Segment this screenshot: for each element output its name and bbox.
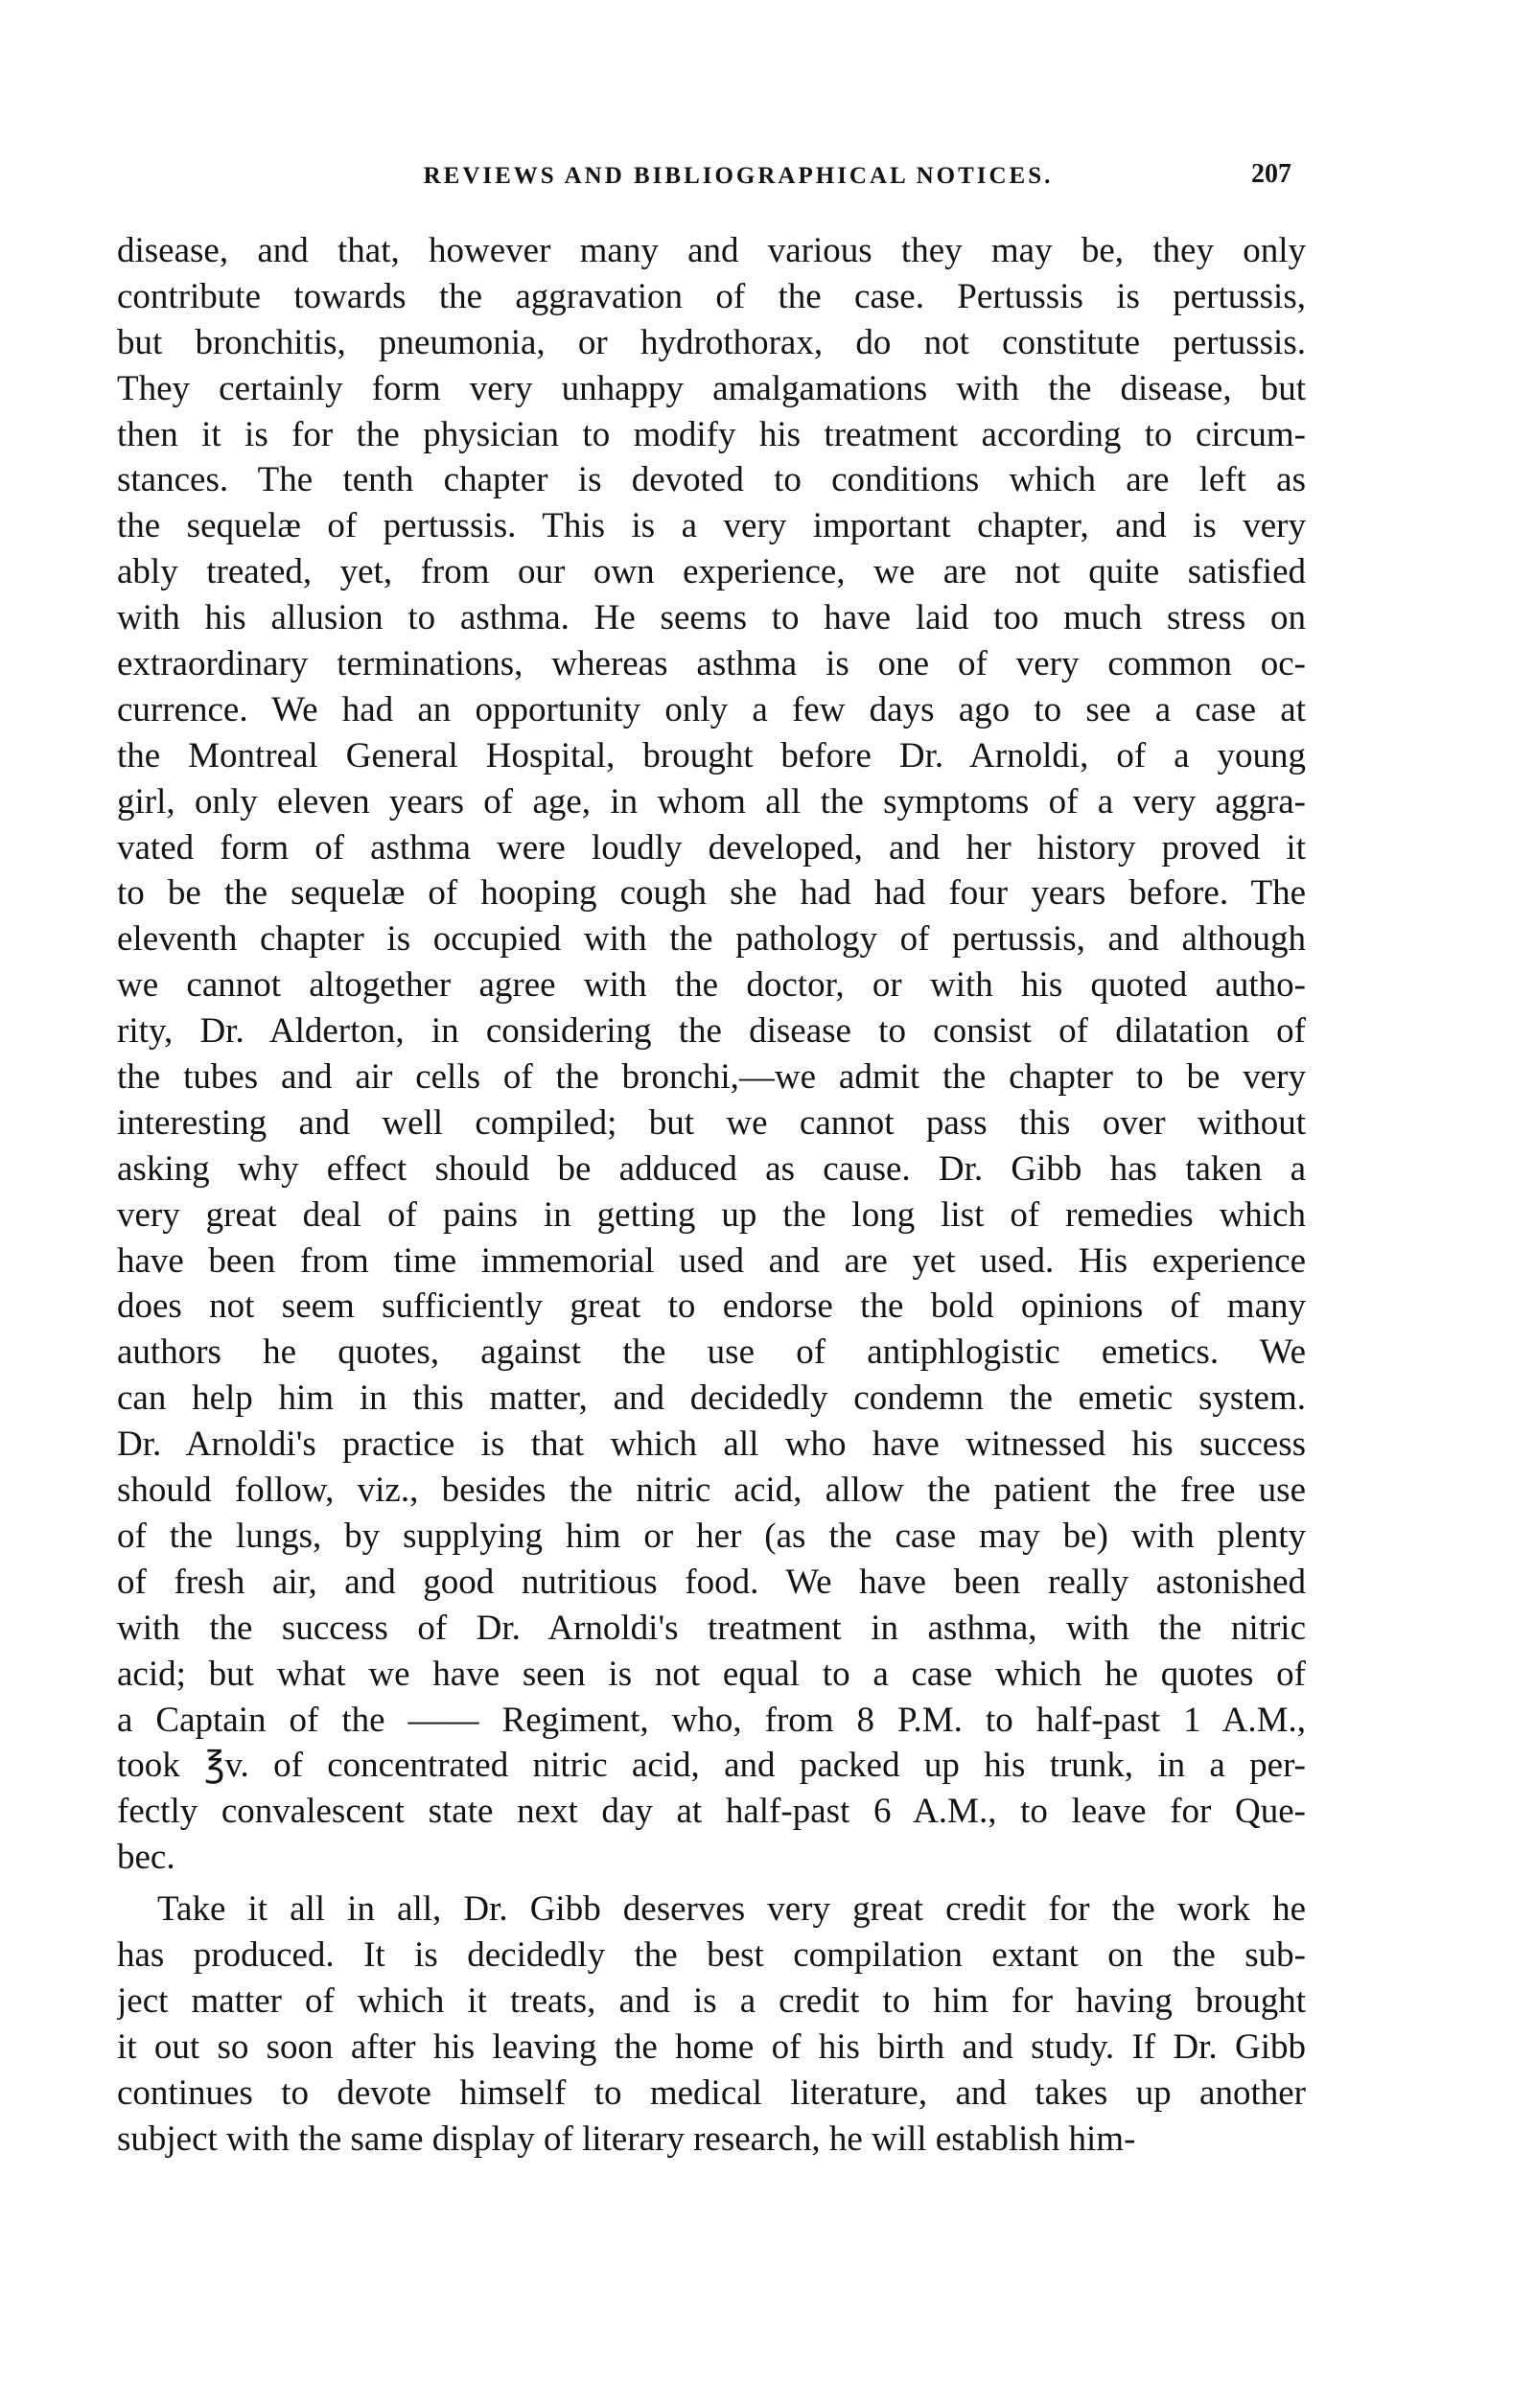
text-line: authors he quotes, against the use of antiphlogistic emetics. We bbox=[117, 1332, 1306, 1373]
text-line: stances. The tenth chapter is devoted to conditions which are left as bbox=[117, 460, 1306, 500]
text-line: extraordinary terminations, whereas asthma is one of very common oc- bbox=[117, 644, 1306, 684]
text-line: asking why effect should be adduced as cause. Dr. Gibb has taken a bbox=[117, 1148, 1306, 1189]
text-line: acid; but what we have seen is not equal to a case which he quotes of bbox=[117, 1654, 1306, 1694]
text-line: interesting and well compiled; but we cannot pass this over without bbox=[117, 1102, 1306, 1143]
paragraph bbox=[117, 1887, 1306, 2162]
text-line: should follow, viz., besides the nitric acid, allow the patient the free use bbox=[117, 1470, 1306, 1511]
text-line: fectly convalescent state next day at half-past 6 A.M., to leave for Que- bbox=[117, 1792, 1306, 1832]
text-line: subject with the same display of literary research, he will establish him- bbox=[117, 2119, 1136, 2159]
page-number: 207 bbox=[1251, 159, 1291, 189]
text-line: it out so soon after his leaving the home of his birth and study. If Dr. Gibb bbox=[117, 2026, 1306, 2067]
text-line: Take it all in all, Dr. Gibb deserves very great credit for the work he bbox=[157, 1889, 1306, 1930]
text-line: the tubes and air cells of the bronchi,—we admit the chapter to be very bbox=[117, 1057, 1306, 1098]
text-line: Dr. Arnoldi's practice is that which all who have witnessed his success bbox=[117, 1424, 1306, 1465]
text-line: rity, Dr. Alderton, in considering the disease to consist of dilatation of bbox=[117, 1011, 1306, 1052]
text-line: currence. We had an opportunity only a few days ago to see a case at bbox=[117, 689, 1306, 729]
text-line: disease, and that, however many and various they may be, they only bbox=[117, 231, 1306, 270]
text-line: but bronchitis, pneumonia, or hydrothorax, do not constitute pertussis. bbox=[117, 322, 1306, 362]
text-line: does not seem sufficiently great to endorse the bold opinions of many bbox=[117, 1286, 1306, 1327]
text-line: girl, only eleven years of age, in whom all the symptoms of a very aggra- bbox=[117, 781, 1306, 822]
text-line: the Montreal General Hospital, brought before Dr. Arnoldi, of a young bbox=[117, 735, 1306, 776]
text-line: with the success of Dr. Arnoldi's treatment in asthma, with the nitric bbox=[117, 1608, 1306, 1648]
text-line: the sequelæ of pertussis. This is a very important chapter, and is very bbox=[117, 506, 1306, 546]
text-line: with his allusion to asthma. He seems to have laid too much stress on bbox=[117, 598, 1306, 638]
text-line: have been from time immemorial used and are yet used. His experience bbox=[117, 1240, 1306, 1281]
text-line: very great deal of pains in getting up the long list of remedies which bbox=[117, 1194, 1306, 1235]
body-text bbox=[117, 228, 1306, 2162]
text-line: continues to devote himself to medical literature, and takes up another bbox=[117, 2072, 1306, 2113]
text-line: has produced. It is decidedly the best compilation extant on the sub- bbox=[117, 1934, 1306, 1975]
text-line: a Captain of the —— Regiment, who, from 8 P.M. to half-past 1 A.M., bbox=[117, 1700, 1306, 1740]
text-line: of the lungs, by supplying him or her (as the case may be) with plenty bbox=[117, 1516, 1306, 1556]
text-line: eleventh chapter is occupied with the pathology of pertussis, and although bbox=[117, 919, 1306, 960]
text-line: ject matter of which it treats, and is a credit to him for having brought bbox=[117, 1980, 1306, 2021]
text-line: contribute towards the aggravation of the case. Pertussis is pertussis, bbox=[117, 276, 1306, 316]
text-line: vated form of asthma were loudly developed, and her history proved it bbox=[117, 827, 1306, 868]
text-line: we cannot altogether agree with the doctor, or with his quoted autho- bbox=[117, 965, 1306, 1006]
text-line: ably treated, yet, from our own experience, we are not quite satisfied bbox=[117, 552, 1306, 592]
running-head: REVIEWS AND BIBLIOGRAPHICAL NOTICES. bbox=[423, 163, 1054, 189]
text-line: bec. bbox=[117, 1838, 175, 1878]
text-line: to be the sequelæ of hooping cough she had had four years before. The bbox=[117, 873, 1306, 914]
text-line: can help him in this matter, and decidedly condemn the emetic system. bbox=[117, 1378, 1306, 1419]
text-line: of fresh air, and good nutritious food. We have been really astonished bbox=[117, 1562, 1306, 1602]
paragraph bbox=[117, 228, 1306, 1881]
text-line: took ℥v. of concentrated nitric acid, and packed up his trunk, in a per- bbox=[117, 1746, 1306, 1786]
text-line: They certainly form very unhappy amalgamations with the disease, but bbox=[117, 368, 1306, 408]
text-line: then it is for the physician to modify his treatment according to circum- bbox=[117, 414, 1306, 454]
